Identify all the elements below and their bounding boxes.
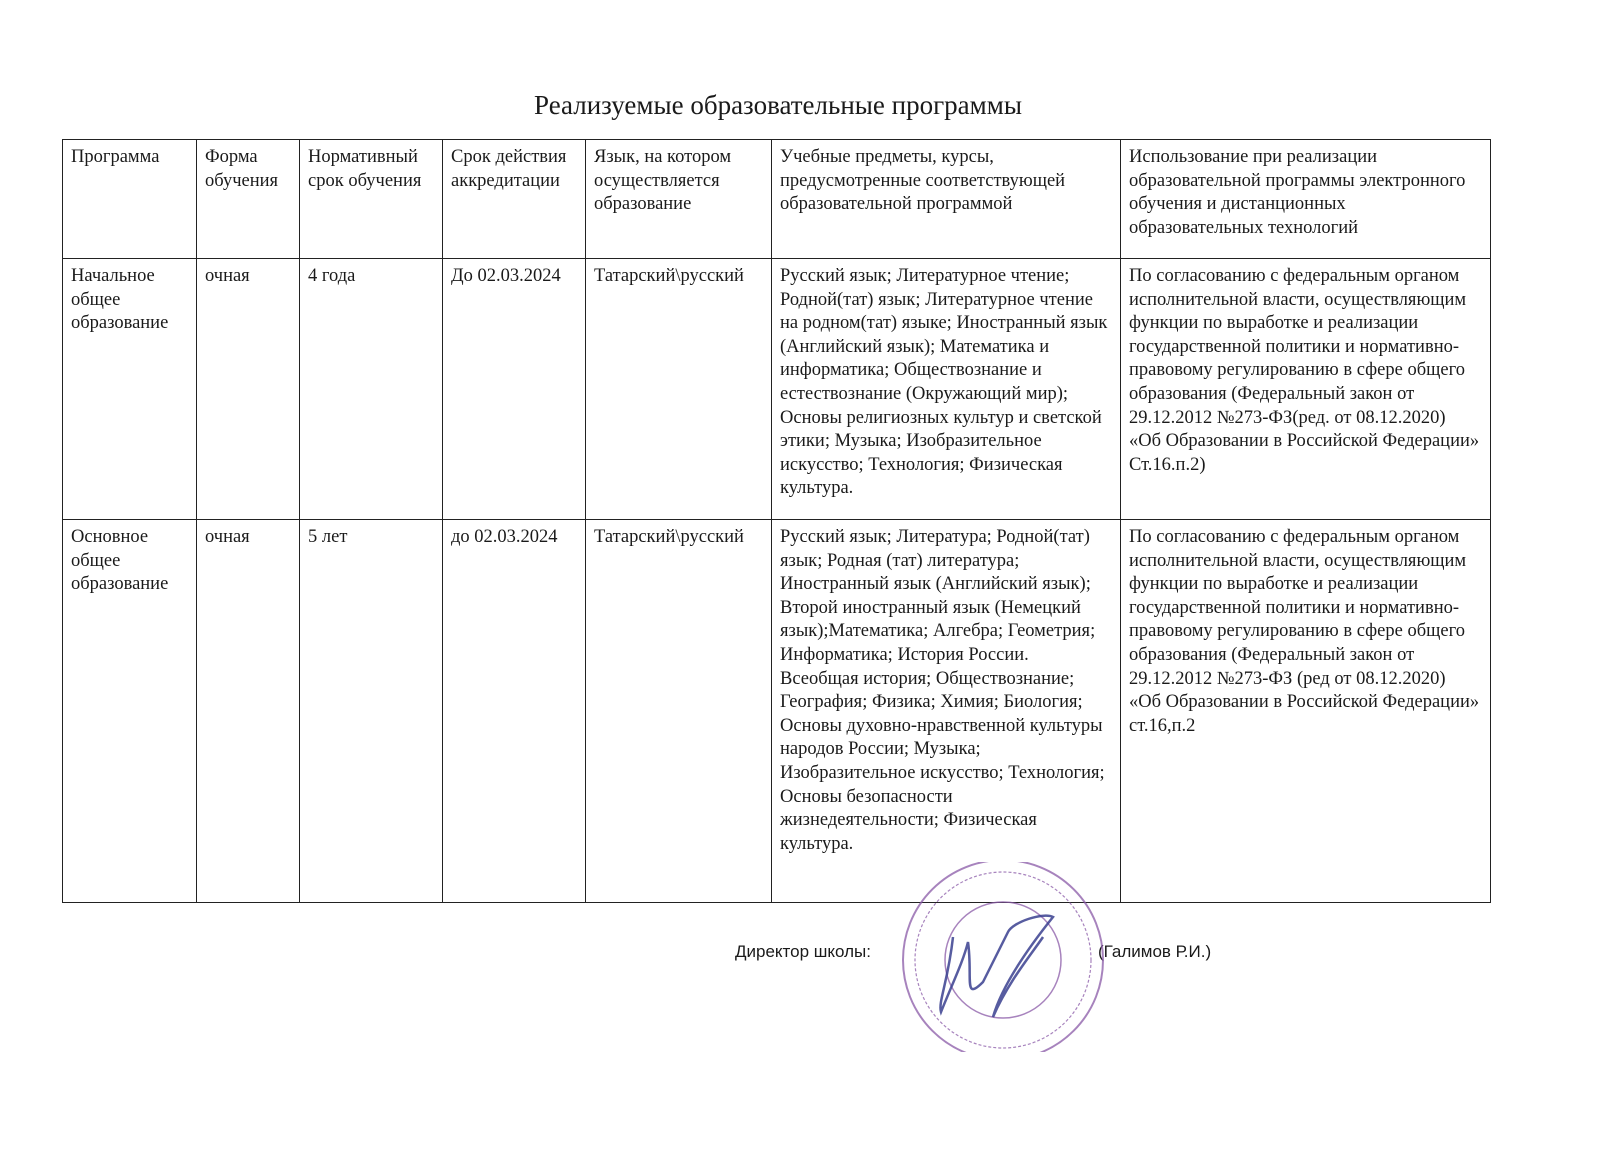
page-title: Реализуемые образовательные программы bbox=[534, 90, 1022, 120]
table-cell: очная bbox=[197, 259, 300, 520]
header-cell: Язык, на котором осуществляется образование bbox=[586, 140, 772, 259]
table-cell: Татарский\русский bbox=[586, 520, 772, 903]
table-cell: До 02.03.2024 bbox=[443, 259, 586, 520]
header-cell: Нормативный срок обучения bbox=[300, 140, 443, 259]
school-stamp-icon bbox=[893, 862, 1113, 1052]
table-cell: 5 лет bbox=[300, 520, 443, 903]
header-cell: Срок действия аккредитации bbox=[443, 140, 586, 259]
table-cell: По согласованию с федеральным органом исполнительной власти, осуществляющим функции по выработке и реализации государственной политики и нормативно-правовому регулированию в сфере общего образования (Федеральный закон от 29.12.2012 №273-ФЗ (ред от 08.12.2020) «Об Образовании в Российской Федерации» ст.16,п.2 bbox=[1121, 520, 1491, 903]
director-name: (Галимов Р.И.) bbox=[1098, 942, 1212, 961]
table-cell: 4 года bbox=[300, 259, 443, 520]
table-row bbox=[63, 259, 1491, 520]
table-header-row bbox=[63, 140, 1491, 259]
table-row bbox=[63, 520, 1491, 903]
header-cell: Форма обучения bbox=[197, 140, 300, 259]
table-cell: Русский язык; Литература; Родной(тат) язык; Родная (тат) литература; Иностранный язык (Английский язык); Второй иностранный язык (Немецкий язык);Математика; Алгебра; Геометрия; Информатика; История России. Всеобщая история; Обществознание; География; Физика; Химия; Биология; Основы духовно-нравственной культуры народов России; Музыка; Изобразительное искусство; Технология; Основы безопасности жизнедеятельности; Физическая культура. bbox=[772, 520, 1121, 903]
table-cell: Русский язык; Литературное чтение; Родной(тат) язык; Литературное чтение на родном(тат) языке; Иностранный язык (Английский язык); Математика и информатика; Обществознание и естествознание (Окружающий мир); Основы религиозных культур и светской этики; Музыка; Изобразительное искусство; Технология; Физическая культура. bbox=[772, 259, 1121, 520]
table-cell: Основное общее образование bbox=[63, 520, 197, 903]
programs-table bbox=[62, 139, 1491, 903]
table-cell: очная bbox=[197, 520, 300, 903]
table-cell: до 02.03.2024 bbox=[443, 520, 586, 903]
table-cell: По согласованию с федеральным органом исполнительной власти, осуществляющим функции по выработке и реализации государственной политики и нормативно- правовому регулированию в сфере общего образования (Федеральный закон от 29.12.2012 №273-ФЗ(ред. от 08.12.2020) «Об Образовании в Российской Федерации» Ст.16.п.2) bbox=[1121, 259, 1491, 520]
table-cell: Татарский\русский bbox=[586, 259, 772, 520]
header-cell: Использование при реализации образовательной программы электронного обучения и дистанционных образовательных технологий bbox=[1121, 140, 1491, 259]
table-cell: Начальное общее образование bbox=[63, 259, 197, 520]
header-cell: Программа bbox=[63, 140, 197, 259]
director-label: Директор школы: bbox=[735, 942, 871, 961]
header-cell: Учебные предметы, курсы, предусмотренные соответствующей образовательной программой bbox=[772, 140, 1121, 259]
